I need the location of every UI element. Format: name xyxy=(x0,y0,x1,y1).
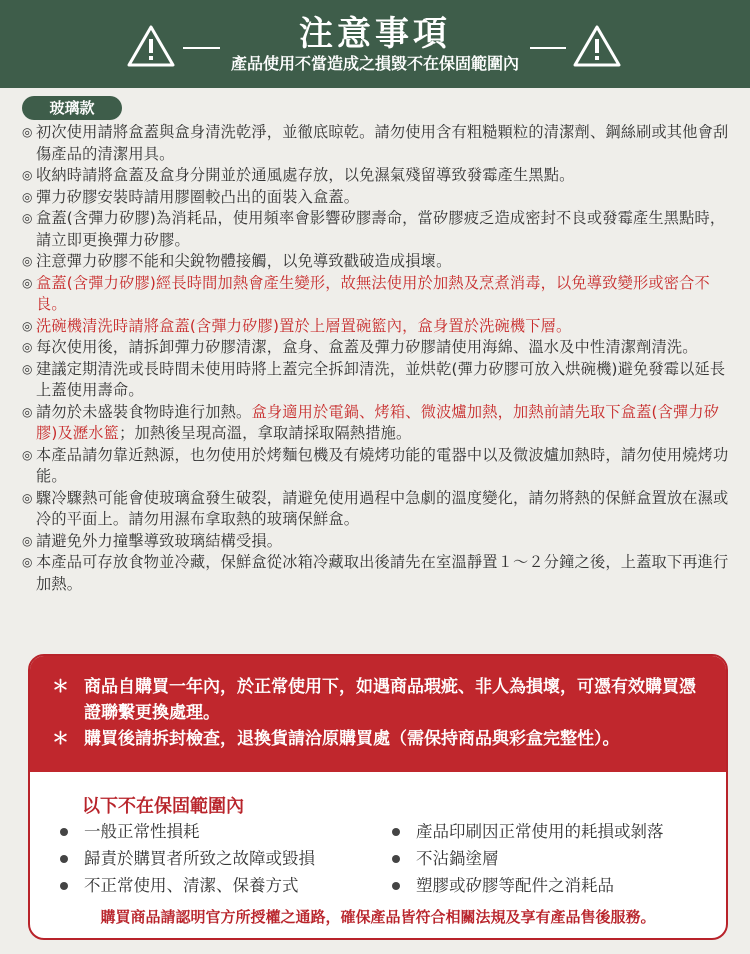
exclusion-text: 產品印刷因正常使用的耗損或剝落 xyxy=(416,822,664,841)
note-text: 彈力矽膠安裝時請用膠圈較凸出的面裝入盒蓋。 xyxy=(36,187,360,206)
exclusion-text: 塑膠或矽膠等配件之消耗品 xyxy=(416,876,614,895)
note-item xyxy=(22,251,732,273)
bullet-icon: ◎ xyxy=(22,318,33,333)
exclusion-text: 歸責於購買者所致之故障或毀損 xyxy=(84,849,315,868)
exclusion-item xyxy=(386,845,664,872)
note-item xyxy=(22,122,732,165)
asterisk-icon: ＊ xyxy=(52,729,69,749)
exclusions-title: 以下不在保固範圍內 xyxy=(82,796,244,817)
bullet-icon: ◎ xyxy=(22,168,33,182)
bullet-icon xyxy=(60,855,68,863)
bullet-icon: ◎ xyxy=(22,555,33,569)
note-item xyxy=(22,337,732,359)
exclusion-item xyxy=(54,845,315,872)
bullet-icon: ◎ xyxy=(22,533,33,548)
header-banner xyxy=(0,0,750,88)
note-text: 每次使用後，請拆卸彈力矽膠清潔，盒身、盒蓋及彈力矽膠請使用海綿、溫水及中性清潔劑清洗。 xyxy=(36,338,698,356)
exclusion-text: 一般正常性損耗 xyxy=(84,822,200,841)
bullet-icon: ◎ xyxy=(22,361,33,376)
exclusions-left-list xyxy=(54,818,315,899)
note-text: 本產品請勿靠近熱源，也勿使用於烤麵包機及有燒烤功能的電器中以及微波爐加熱時，請勿使用燒烤功能。 xyxy=(36,445,729,485)
bullet-icon xyxy=(392,855,400,863)
bullet-icon xyxy=(392,828,400,836)
bullet-icon xyxy=(392,882,400,890)
warranty-text: 商品自購買一年內，於正常使用下，如遇商品瑕疵、非人為損壞，可憑有效購買憑證聯繫更換處理。 xyxy=(84,677,696,723)
bullet-icon: ◎ xyxy=(22,447,33,462)
note-item-warning xyxy=(22,273,732,316)
note-text: 驟冷驟熱可能會使玻璃盒發生破裂，請避免使用過程中急劇的溫度變化，請勿將熱的保鮮盒置放在濕或冷的平面上。請勿用濕布拿取熱的玻璃保鮮盒。 xyxy=(36,488,729,528)
warranty-line xyxy=(52,674,712,726)
exclusions-right-list xyxy=(386,818,664,899)
note-text: 注意彈力矽膠不能和尖銳物體接觸，以免導致戳破造成損壞。 xyxy=(36,252,452,270)
warranty-banner xyxy=(30,656,726,772)
bullet-icon: ◎ xyxy=(22,404,33,419)
exclusion-item xyxy=(54,818,315,845)
bullet-icon: ◎ xyxy=(22,211,33,225)
note-text: 收納時請將盒蓋及盒身分開並於通風處存放，以免濕氣殘留導致發霉產生黑點。 xyxy=(36,166,575,184)
note-text-pre: 請勿於未盛裝食物時進行加熱。 xyxy=(36,402,252,421)
note-item xyxy=(22,531,732,553)
warranty-panel xyxy=(28,654,728,940)
bullet-icon: ◎ xyxy=(22,490,33,505)
note-text: 初次使用請將盒蓋與盒身清洗乾淨，並徹底晾乾。請勿使用含有粗糙顆粒的清潔劑、鋼絲刷或其他會刮傷產品的清潔用具。 xyxy=(36,123,729,163)
note-item xyxy=(22,488,732,531)
exclusion-text: 不沾鍋塗層 xyxy=(416,849,499,868)
note-item xyxy=(22,402,732,445)
note-item xyxy=(22,208,732,251)
warranty-footer: 購買商品請認明官方所授權之通路，確保產品皆符合相關法規及享有產品售後服務。 xyxy=(100,908,656,926)
warranty-text: 購買後請拆封檢查，退換貨請洽原購買處（需保持商品與彩盒完整性）。 xyxy=(84,729,620,749)
exclusion-item xyxy=(386,872,664,899)
exclusion-item xyxy=(54,872,315,899)
note-text: 盒蓋(含彈力矽膠)經長時間加熱會產生變形，故無法使用於加熱及烹煮消毒，以免導致變形或密合不良。 xyxy=(36,273,710,313)
exclusion-text: 不正常使用、清潔、保養方式 xyxy=(84,876,299,895)
note-text: 請避免外力撞擊導致玻璃結構受損。 xyxy=(36,531,283,550)
bullet-icon xyxy=(60,828,68,836)
note-text-highlight: 盒身適用於電鍋、烤箱、微波爐加熱，加熱前請先取下盒蓋(含彈力矽膠)及瀝水籃 xyxy=(36,402,720,442)
warning-icon xyxy=(572,24,622,68)
note-item-warning xyxy=(22,316,732,338)
bullet-icon: ◎ xyxy=(22,189,33,204)
note-text: 洗碗機清洗時請將盒蓋(含彈力矽膠)置於上層置碗籃內，盒身置於洗碗機下層。 xyxy=(36,316,572,335)
page-title: 注意事項 xyxy=(299,14,451,54)
note-item xyxy=(22,165,732,187)
asterisk-icon: ＊ xyxy=(52,677,69,697)
exclusion-item xyxy=(386,818,664,845)
note-text: 盒蓋(含彈力矽膠)為消耗品，使用頻率會影響矽膠壽命，當矽膠疲乏造成密封不良或發霉產生黑點時，請立即更換彈力矽膠。 xyxy=(36,209,726,249)
notes-list xyxy=(22,122,732,595)
note-text-post: ；加熱後呈現高溫，拿取請採取隔熱措施。 xyxy=(119,424,412,442)
note-item xyxy=(22,187,732,209)
bullet-icon: ◎ xyxy=(22,275,33,290)
note-item xyxy=(22,552,732,595)
section-badge: 玻璃款 xyxy=(22,96,122,120)
note-text: 建議定期清洗或長時間未使用時將上蓋完全拆卸清洗，並烘乾(彈力矽膠可放入烘碗機)避免發霉以延長上蓋使用壽命。 xyxy=(36,359,726,399)
page-subtitle: 產品使用不當造成之損毀不在保固範圍內 xyxy=(230,54,519,73)
bullet-icon: ◎ xyxy=(22,254,33,268)
note-text: 本產品可存放食物並冷藏，保鮮盒從冰箱冷藏取出後請先在室溫靜置１～２分鐘之後，上蓋取下再進行加熱。 xyxy=(36,553,729,593)
bullet-icon: ◎ xyxy=(22,340,33,354)
note-item xyxy=(22,359,732,402)
warranty-line xyxy=(52,726,712,752)
bullet-icon xyxy=(60,882,68,890)
bullet-icon: ◎ xyxy=(22,125,33,139)
note-item xyxy=(22,445,732,488)
header-rule-right xyxy=(530,47,566,49)
